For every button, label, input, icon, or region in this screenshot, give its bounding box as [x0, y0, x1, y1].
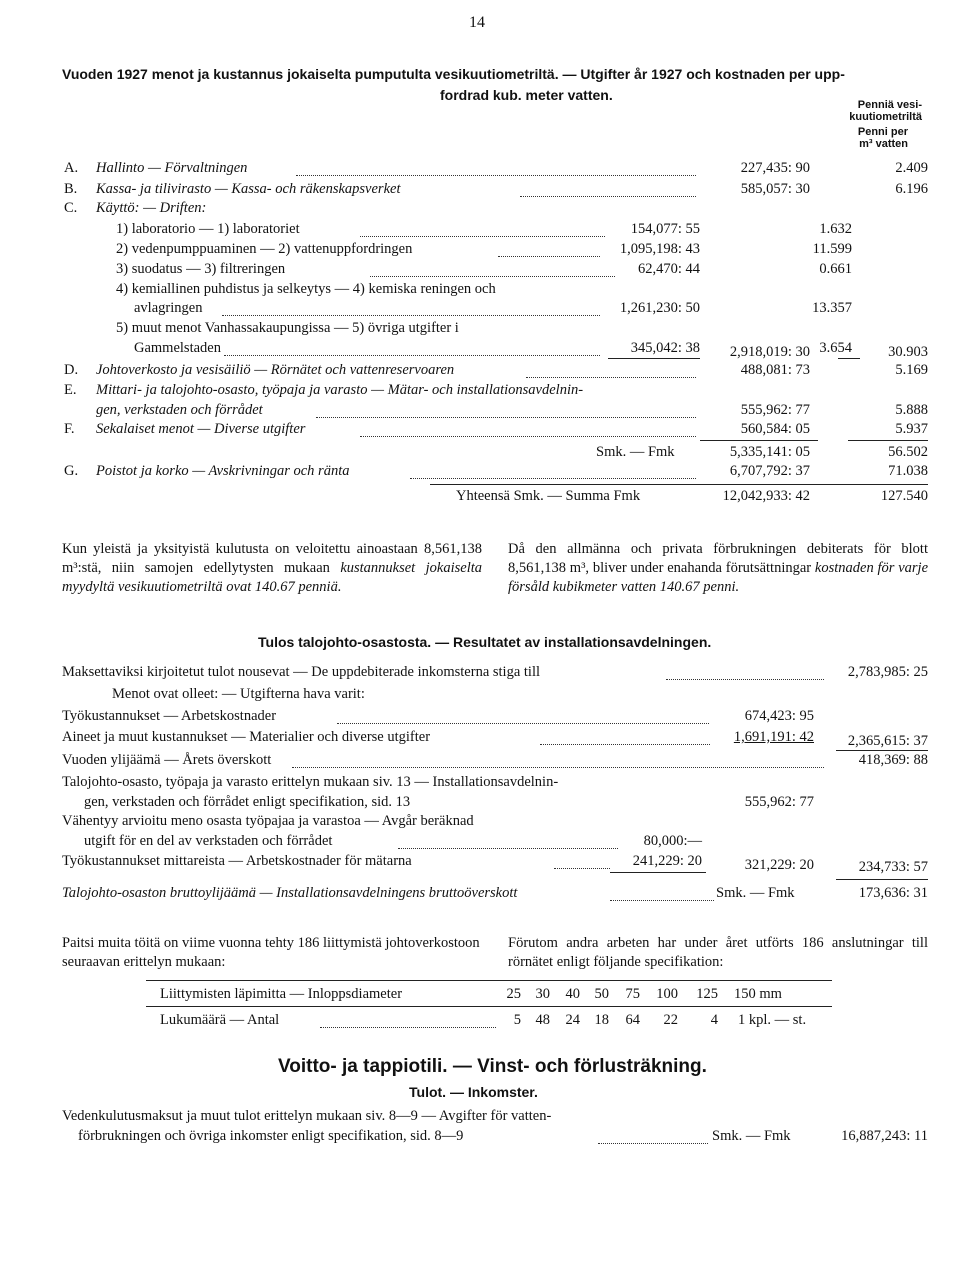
sum-rule — [836, 879, 928, 880]
leader-dots — [337, 723, 709, 724]
row-g-letter: G. — [64, 463, 79, 479]
col-header-sv1: Penni per — [857, 126, 908, 138]
connections-row2-label: Lukumäärä — Antal — [160, 1012, 280, 1028]
result-r6-label1: Talojohto-osasto, työpaja ja varasto erittelyn mukaan siv. 13 — Installationsavdelnin- — [62, 774, 559, 790]
leader-dots — [316, 417, 696, 418]
row-e-letter: E. — [64, 382, 77, 398]
row-c-total: 2,918,019: 30 — [729, 344, 810, 360]
row-c-total-per-m3: 30.903 — [888, 344, 928, 360]
result-r8-col1: 321,229: 20 — [744, 857, 814, 873]
row-g-label: Poistot ja korko — Avskrivningar och ränta — [96, 463, 350, 479]
row-c3-amount: 62,470: 44 — [637, 261, 700, 277]
count-cell: 24 — [565, 1012, 580, 1028]
result-r8-col0: 241,229: 20 — [632, 853, 702, 869]
diameter-cell: 30 — [535, 986, 550, 1002]
diameter-cell: 25 — [506, 986, 521, 1002]
diameter-cell: 75 — [625, 986, 640, 1002]
result-r6-label2: gen, verkstaden och förrådet enligt specifikation, sid. 13 — [84, 794, 411, 810]
income-line1: Vedenkulutusmaksut ja muut tulot erittelyn mukaan siv. 8—9 — Avgifter för vatten- — [62, 1108, 552, 1124]
result-r1-col3: 2,783,985: 25 — [847, 664, 928, 680]
row-e-label1: Mittari- ja talojohto-osasto, työpaja ja varasto — Mätar- och installationsavdelnin- — [96, 382, 584, 398]
row-c2-label: 2) vedenpumppuaminen — 2) vattenuppfordringen — [116, 241, 413, 257]
total-amount: 12,042,933: 42 — [722, 488, 810, 504]
count-cell: 18 — [594, 1012, 609, 1028]
col-header-fi1: Penniä vesi- — [857, 99, 922, 111]
row-d-per-m3: 5.169 — [895, 362, 928, 378]
leader-dots — [540, 744, 710, 745]
row-c3-per-m3: 0.661 — [819, 261, 852, 277]
row-b-amount: 585,057: 30 — [740, 181, 810, 197]
row-f-amount: 560,584: 05 — [740, 421, 810, 437]
total-label: Yhteensä Smk. — Summa Fmk — [456, 488, 641, 504]
sum-rule — [608, 358, 700, 359]
row-f-label: Sekalaiset menot — Diverse utgifter — [96, 421, 306, 437]
table-heading-line1: Vuoden 1927 menot ja kustannus jokaiselta pumputulta vesikuutiometriltä. — Utgifter år 1927 och kostnaden per upp- — [62, 66, 845, 82]
row-c1-per-m3: 1.632 — [819, 221, 852, 237]
row-c-label: Käyttö: — Driften: — [96, 200, 207, 216]
result-r4-col1: 1,691,191: 42 — [733, 729, 814, 745]
result-r4-label: Aineet ja muut kustannukset — Materialier och diverse utgifter — [62, 729, 431, 745]
row-c-letter: C. — [64, 200, 78, 216]
leader-dots — [598, 1143, 708, 1144]
col-header-fi2: kuutiometriltä — [849, 111, 922, 123]
sum-rule — [610, 872, 706, 873]
diameter-cell: 100 — [656, 986, 678, 1002]
result-r9-smk: Smk. — Fmk — [716, 885, 795, 901]
row-a-amount: 227,435: 90 — [740, 160, 810, 176]
table-heading-line2: fordrad kub. meter vatten. — [440, 87, 613, 103]
row-f-per-m3: 5.937 — [895, 421, 928, 437]
row-d-amount: 488,081: 73 — [740, 362, 810, 378]
row-c2-amount: 1,095,198: 43 — [619, 241, 700, 257]
col-header-sv2: m³ vatten — [859, 138, 908, 150]
diameter-cell: 40 — [565, 986, 580, 1002]
result-r9-col3: 173,636: 31 — [858, 885, 928, 901]
note-swedish — [508, 540, 928, 597]
leader-dots — [410, 478, 696, 479]
leader-dots — [360, 236, 605, 237]
row-a-label: Hallinto — Förvaltningen — [96, 160, 248, 176]
note-finnish-text: Kun yleistä ja yksityistä kulutusta on veloitettu ainoastaan 8,561,138 m³:stä, niin samojen edellytysten mukaan — [62, 541, 482, 576]
row-b-letter: B. — [64, 181, 78, 197]
leader-dots — [296, 175, 696, 176]
row-c4-per-m3: 13.357 — [812, 300, 852, 316]
connections-finnish: Paitsi muita töitä on viime vuonna tehty 186 liittymistä johtoverkostoon seuraavan erittelyn mukaan: — [62, 935, 480, 970]
note-finnish — [62, 540, 482, 597]
connections-swedish: Förutom andra arbeten har under året utförts 186 anslutningar till rörnätet enligt följande specifikation: — [508, 935, 928, 970]
leader-dots — [224, 355, 600, 356]
result-r3-col1: 674,423: 95 — [744, 708, 814, 724]
result-r2-label: Menot ovat olleet: — Utgifterna hava varit: — [112, 686, 365, 702]
row-c3-label: 3) suodatus — 3) filtreringen — [116, 261, 286, 277]
row-b-label: Kassa- ja tilivirasto — Kassa- och räkenskapsverket — [96, 181, 401, 197]
leader-dots — [520, 196, 696, 197]
row-c1-label: 1) laboratorio — 1) laboratoriet — [116, 221, 300, 237]
sum-rule — [848, 440, 928, 441]
sum-rule — [836, 750, 928, 751]
result-r1-label: Maksettaviksi kirjoitetut tulot nousevat — De uppdebiterade inkomsterna stiga till — [62, 664, 541, 680]
total-rule — [430, 484, 928, 485]
row-a-per-m3: 2.409 — [895, 160, 928, 176]
note-swedish-emphasis: kostnaden för varje försåld kubikmeter vatten 140.67 penni. — [508, 559, 928, 595]
count-cell: 5 — [513, 1012, 521, 1028]
row-g-per-m3: 71.038 — [888, 463, 928, 479]
leader-dots — [292, 767, 824, 768]
row-e-amount: 555,962: 77 — [740, 402, 810, 418]
leader-dots — [320, 1027, 496, 1028]
row-e-label2: gen, verkstaden och förrådet — [96, 402, 263, 418]
sum-rule — [700, 440, 818, 441]
count-cell: 22 — [663, 1012, 678, 1028]
connections-row1-label: Liittymisten läpimitta — Inloppsdiameter — [160, 986, 403, 1002]
result-r7-col0: 80,000:— — [643, 833, 702, 849]
page-number: 14 — [469, 14, 485, 31]
result-r5-col3: 418,369: 88 — [858, 752, 928, 768]
diameter-cell: 50 — [594, 986, 609, 1002]
income-smk: Smk. — Fmk — [712, 1128, 791, 1144]
note-finnish-emphasis: kustannukset jokaiselta myydyltä vesikuutiometriltä ovat 140.67 penniä. — [62, 559, 483, 595]
count-cell: 1 kpl. — st. — [738, 1012, 807, 1028]
row-c4-amount: 1,261,230: 50 — [619, 300, 700, 316]
row-f-letter: F. — [64, 421, 75, 437]
row-b-per-m3: 6.196 — [895, 181, 928, 197]
leader-dots — [610, 900, 714, 901]
leader-dots — [398, 848, 618, 849]
row-d-label: Johtoverkosto ja vesisäiliö — Rörnätet och vattenreservoaren — [96, 362, 455, 378]
leader-dots — [222, 315, 600, 316]
row-c5-label2: Gammelstaden — [134, 340, 221, 356]
result-r6-col1: 555,962: 77 — [744, 794, 814, 810]
count-cell: 4 — [710, 1012, 718, 1028]
row-c5-label1: 5) muut menot Vanhassakaupungissa — 5) övriga utgifter i — [116, 320, 459, 336]
count-cell: 48 — [535, 1012, 550, 1028]
diameter-cell: 125 — [696, 986, 718, 1002]
result-r8-col3: 234,733: 57 — [858, 859, 928, 875]
note-swedish-text: Då den allmänna och privata förbrukningen debiterats för blott 8,561,138 m³, bliver under enahanda förutsättningar — [508, 541, 928, 576]
smk-per-m3: 56.502 — [888, 444, 928, 460]
row-a-letter: A. — [64, 160, 79, 176]
table-rule — [146, 980, 832, 981]
row-c5-amount: 345,042: 38 — [630, 340, 700, 356]
income-line2: förbrukningen och övriga inkomster enligt specifikation, sid. 8—9 — [78, 1128, 464, 1144]
row-c1-amount: 154,077: 55 — [630, 221, 700, 237]
result-r3-label: Työkustannukset — Arbetskostnader — [62, 708, 277, 724]
result-r9-label: Talojohto-osaston bruttoylijäämä — Installationsavdelningens bruttoöverskott — [62, 885, 518, 901]
total-per-m3: 127.540 — [880, 488, 928, 504]
row-d-letter: D. — [64, 362, 79, 378]
row-c4-label2: avlagringen — [134, 300, 203, 316]
result-r4-col2: 2,365,615: 37 — [847, 733, 928, 749]
result-r8-label: Työkustannukset mittareista — Arbetskostnader för mätarna — [62, 853, 412, 869]
leader-dots — [526, 377, 696, 378]
leader-dots — [360, 436, 696, 437]
table-rule — [146, 1006, 832, 1007]
row-e-per-m3: 5.888 — [895, 402, 928, 418]
result-r7-label1: Vähentyy arvioitu meno osasta työpajaa ja varastoa — Avgår beräknad — [62, 813, 474, 829]
diameter-cell: 150 mm — [734, 986, 782, 1002]
result-heading: Tulos talojohto-osastosta. — Resultatet av installationsavdelningen. — [258, 634, 712, 650]
row-c4-label1: 4) kemiallinen puhdistus ja selkeytys — 4) kemiska reningen och — [116, 281, 496, 297]
pl-heading: Voitto- ja tappiotili. — Vinst- och förlusträkning. — [278, 1056, 707, 1077]
smk-amount: 5,335,141: 05 — [729, 444, 810, 460]
income-amount: 16,887,243: 11 — [841, 1128, 928, 1144]
row-c5-per-m3: 3.654 — [819, 340, 852, 356]
count-cell: 64 — [625, 1012, 640, 1028]
result-r5-label: Vuoden ylijäämä — Årets överskott — [62, 752, 272, 768]
row-g-amount: 6,707,792: 37 — [729, 463, 810, 479]
smk-label: Smk. — Fmk — [596, 444, 675, 460]
row-c2-per-m3: 11.599 — [812, 241, 852, 257]
income-heading: Tulot. — Inkomster. — [409, 1084, 538, 1100]
result-r7-label2: utgift för en del av verkstaden och förrådet — [84, 833, 333, 849]
